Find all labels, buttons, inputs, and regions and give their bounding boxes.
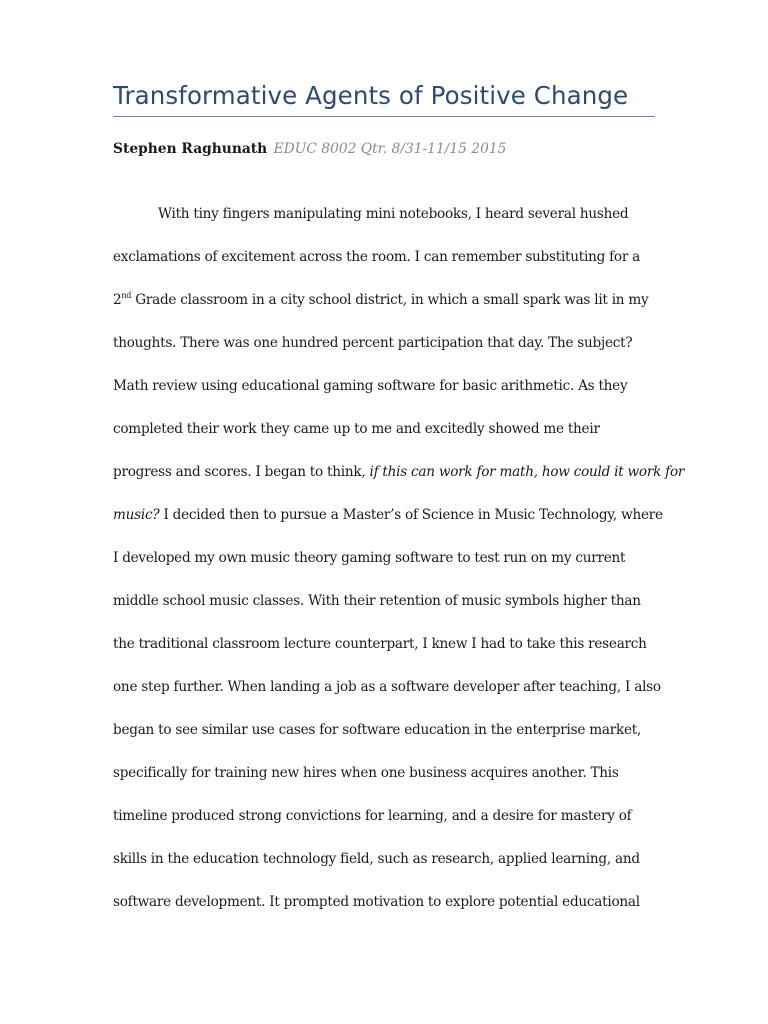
text-line: exclamations of excitement across the room. I can remember substituting for a (113, 249, 640, 265)
text-line: timeline produced strong convictions for learning, and a desire for mastery of (113, 808, 632, 824)
course-info: EDUC 8002 Qtr. 8/31-11/15 2015 (273, 141, 507, 157)
text-line: I developed my own music theory gaming software to test run on my current (113, 550, 626, 566)
text-line (113, 288, 658, 331)
byline (113, 139, 506, 159)
text-line: middle school music classes. With their retention of music symbols higher than (113, 593, 641, 609)
author-name: Stephen Raghunath (113, 141, 268, 157)
text-line: thoughts. There was one hundred percent participation that day. The subject? (113, 335, 633, 351)
text-fragment: progress and scores. I began to think (113, 464, 362, 480)
text-line: specifically for training new hires when one business acquires another. This (113, 765, 619, 781)
essay-body (113, 202, 685, 933)
text-line: began to see similar use cases for software education in the enterprise market, (113, 722, 642, 738)
text-line: software development. It prompted motivation to explore potential educational (113, 894, 640, 910)
text-line: the traditional classroom lecture counterpart, I knew I had to take this research (113, 636, 647, 652)
document-title: Transformative Agents of Positive Change (113, 81, 629, 110)
text-fragment: Grade classroom in a city school district, in which a small spark was lit in my (131, 292, 649, 308)
text-fragment: I decided then to pursue a Master’s of Science in Music Technology, where (159, 507, 663, 523)
text-line (113, 503, 663, 546)
text-line: Math review using educational gaming software for basic arithmetic. As they (113, 378, 628, 394)
text-line: one step further. When landing a job as a software developer after teaching, I also (113, 679, 661, 695)
text-line: skills in the education technology field, such as research, applied learning, and (113, 851, 640, 867)
title-underline (113, 116, 655, 117)
italic-fragment: , if this can work for math, how could it work for (361, 464, 685, 480)
text-line: completed their work they came up to me and excitedly showed me their (113, 421, 600, 437)
text-fragment: 2 (113, 292, 122, 308)
text-line: With tiny fingers manipulating mini notebooks, I heard several hushed (158, 206, 629, 222)
text-line (113, 460, 685, 503)
ordinal-superscript: nd (121, 291, 132, 300)
italic-fragment: music? (113, 507, 160, 523)
